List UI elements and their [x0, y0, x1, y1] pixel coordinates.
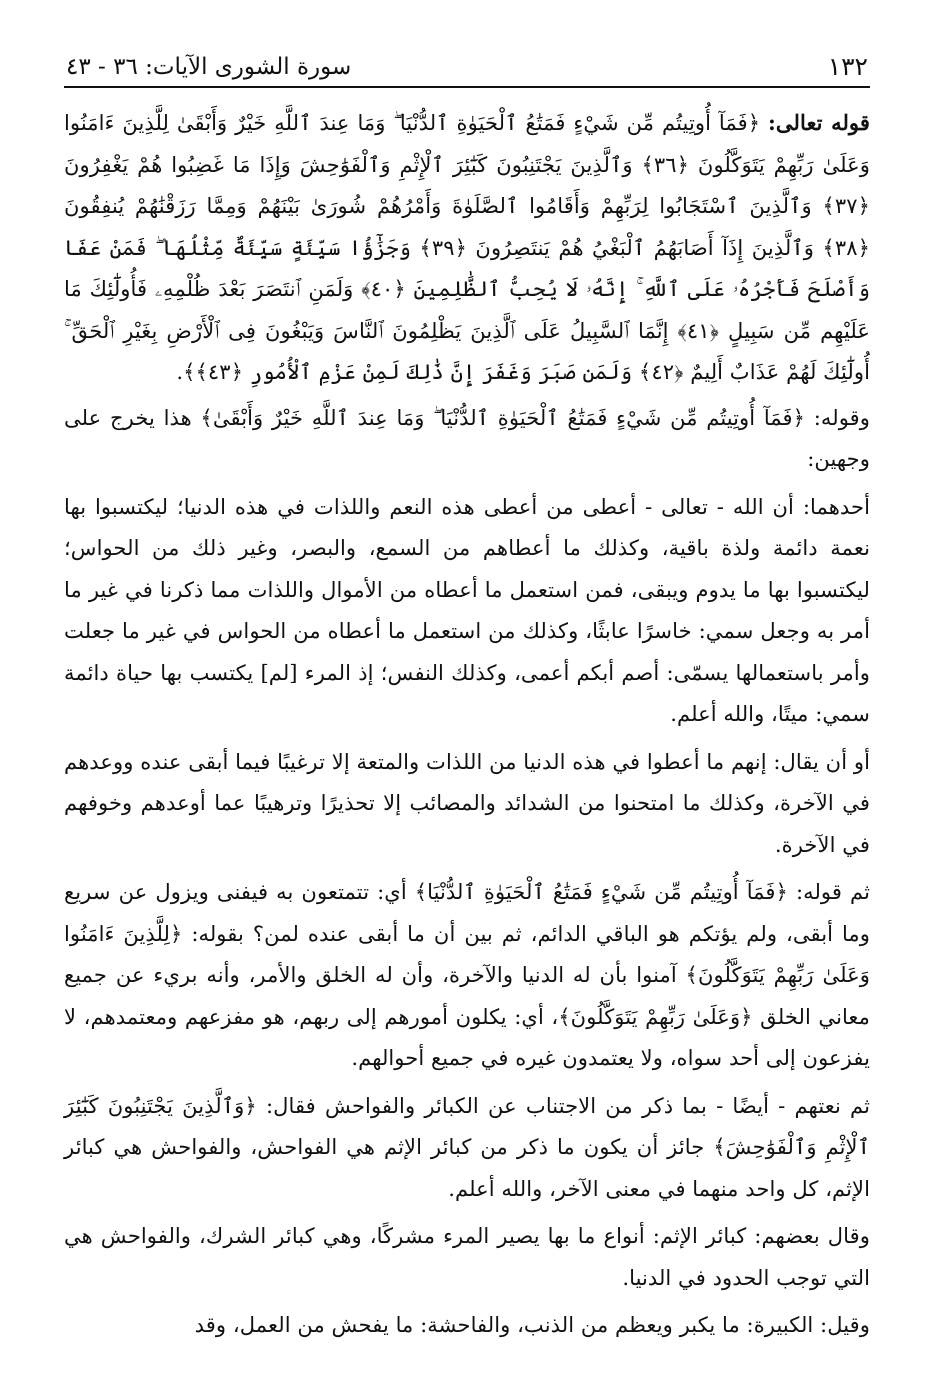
verses-lead: قوله تعالى: — [768, 110, 870, 135]
page-body — [64, 102, 870, 1346]
commentary-paragraph-4: ثم قوله: ﴿فَمَآ أُوتِيتُم مِّن شَيْءٍ فَمَتَٰعُ ٱلْحَيَوٰةِ ٱلدُّنْيَا﴾ أي: تتمتعون به فيفنى ويزول عن سريع وما أبقى، ولم يؤتكم هو الباقي الدائم، ثم بين أن ما أبقى عنده لمن؟ بقوله: ﴿لِلَّذِينَ ءَامَنُوا وَعَلَىٰ رَبِّهِمْ يَتَوَكَّلُونَ﴾ آمنوا بأن له الدنيا والآخرة، وأن له الخلق والأمر، وأنه بريء عن جميع معاني الخلق ﴿وَعَلَىٰ رَبِّهِمْ يَتَوَكَّلُونَ﴾، أي: يكلون أمورهم إلى ربهم، هو مفزعهم ومعتمدهم، لا يفزعون إلى أحد سواه، ولا يعتمدون غيره في جميع أحوالهم. — [64, 879, 870, 1070]
page-header — [64, 52, 870, 88]
verses-text: ﴿فَمَآ أُوتِيتُم مِّن شَيْءٍ فَمَتَٰعُ ٱلْحَيَوٰةِ ٱلدُّنْيَا ۖ وَمَا عِندَ ٱللَّهِ خَيْرٌ وَأَبْقَىٰ لِلَّذِينَ ءَامَنُوا وَعَلَىٰ رَبِّهِمْ يَتَوَكَّلُونَ ﴿٣٦﴾ وَٱلَّذِينَ يَجْتَنِبُونَ كَبَٰٓئِرَ ٱلْإِثْمِ وَٱلْفَوَٰحِشَ وَإِذَا مَا غَضِبُوا هُمْ يَغْفِرُونَ ﴿٣٧﴾ وَٱلَّذِينَ ٱسْتَجَابُوا لِرَبِّهِمْ وَأَقَامُوا ٱلصَّلَوٰةَ وَأَمْرُهُمْ شُورَىٰ بَيْنَهُمْ وَمِمَّا رَزَقْنَٰهُمْ يُنفِقُونَ ﴿٣٨﴾ وَٱلَّذِينَ إِذَآ أَصَابَهُمُ ٱلْبَغْيُ هُمْ يَنتَصِرُونَ ﴿٣٩﴾ وَجَزَٰٓؤُا سَيِّئَةٍ سَيِّئَةٌ مِّثْلُهَا ۖ فَمَنْ عَفَا وَأَصْلَحَ فَأَجْرُهُۥ عَلَى ٱللَّهِ ۚ إِنَّهُۥ لَا يُحِبُّ ٱلظَّٰلِمِينَ ﴿٤٠﴾ وَلَمَنِ ٱنتَصَرَ بَعْدَ ظُلْمِهِۦ فَأُولَٰٓئِكَ مَا عَلَيْهِم مِّن سَبِيلٍ ﴿٤١﴾ إِنَّمَا ٱلسَّبِيلُ عَلَى ٱلَّذِينَ يَظْلِمُونَ ٱلنَّاسَ وَيَبْغُونَ فِى ٱلْأَرْضِ بِغَيْرِ ٱلْحَقِّ ۚ أُولَٰٓئِكَ لَهُمْ عَذَابٌ أَلِيمٌ ﴿٤٢﴾ وَلَمَن صَبَرَ وَغَفَرَ إِنَّ ذَٰلِكَ لَمِنْ عَزْمِ ٱلْأُمُورِ ﴿٤٣﴾﴾. — [64, 110, 870, 384]
commentary-paragraph-2: أحدهما: أن الله - تعالى - أعطى من أعطى هذه النعم واللذات في هذه الدنيا؛ ليكتسبوا بها نعمة دائمة ولذة باقية، وكذلك ما أعطاهم من السمع، والبصر، وغير ذلك من الحواس؛ ليكتسبوا بها ما يدوم ويبقى، فمن استعمل ما أعطاه من الأموال واللذات مما ذكرنا في غير ما أمر به وجعل سمي: خاسرًا عابثًا، وكذلك من استعمل ما أعطاه من الحواس في غير ما جعلت وأمر باستعمالها يسمّى: أصم أبكم أعمى، وكذلك النفس؛ إذ المرء [لم] يكتسب بها حياة دائمة سمي: ميتًا، والله أعلم. — [64, 493, 870, 726]
commentary-paragraph-3: أو أن يقال: إنهم ما أعطوا في هذه الدنيا من اللذات والمتعة إلا ترغيبًا فيما أبقى عنده ووعدهم في الآخرة، وكذلك ما امتحنوا من الشدائد والمصائب إلا تحذيرًا وترهيبًا عما أوعدهم وخوفهم في الآخرة. — [64, 748, 870, 857]
quran-verses-block — [64, 102, 870, 393]
running-title: سورة الشورى الآيات: ٣٦ - ٤٣ — [66, 54, 352, 80]
verses-paragraph — [64, 102, 870, 393]
page-number: ١٣٢ — [827, 52, 868, 81]
commentary-paragraph-6: وقال بعضهم: كبائر الإثم: أنواع ما بها يصير المرء مشركًا، وهي كبائر الشرك، والفواحش هي التي توجب الحدود في الدنيا. — [64, 1223, 870, 1290]
commentary-paragraph-5: ثم نعتهم - أيضًا - بما ذكر من الاجتناب عن الكبائر والفواحش فقال: ﴿وَٱلَّذِينَ يَجْتَنِبُونَ كَبَٰٓئِرَ ٱلْإِثْمِ وَٱلْفَوَٰحِشَ﴾ جائز أن يكون ما ذكر من كبائر الإثم هي الفواحش، والفواحش هي كبائر الإثم، كل واحد منهما في معنى الآخر، والله أعلم. — [64, 1092, 870, 1201]
commentary-paragraph-7: وقيل: الكبيرة: ما يكبر ويعظم من الذنب، والفاحشة: ما يفحش من العمل، وقد — [194, 1312, 870, 1337]
commentary-paragraph-1: وقوله: ﴿فَمَآ أُوتِيتُم مِّن شَيْءٍ فَمَتَٰعُ ٱلْحَيَوٰةِ ٱلدُّنْيَا ۖ وَمَا عِندَ ٱللَّهِ خَيْرٌ وَأَبْقَىٰ﴾ هذا يخرج على وجهين: — [64, 404, 870, 471]
